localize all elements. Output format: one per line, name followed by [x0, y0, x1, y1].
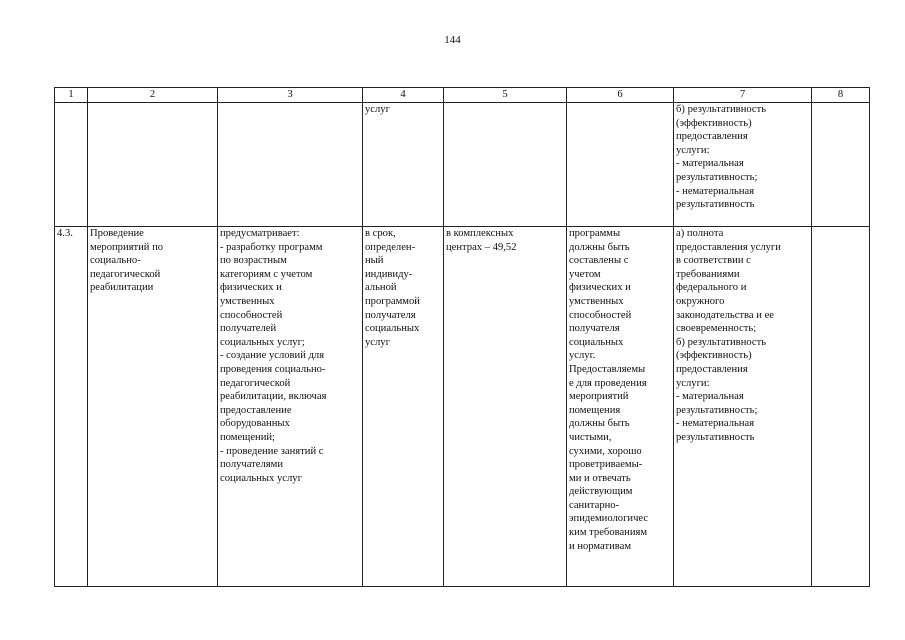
header-col-2: 2 [88, 88, 218, 103]
cell-quality-requirements: программы должны быть составлены с учетом физических и умственных способностей получателя социальных услуг. Предоставляемы е для проведения мероприятий помещения должны быть чистыми, сухими, хорошо проветриваемы- ми и отвечать действующим санитарно- эпидемиологичес ким требованиям и нормативам [567, 227, 674, 587]
header-col-7: 7 [674, 88, 812, 103]
services-table [54, 87, 870, 587]
cell-description: предусматривает: - разработку программ по возрастным категориям с учетом физических и умственных способностей получателей социальных услуг; - создание условий для проведения социально- педагогической реабилитации, включая предоставление оборудованных помещений; - проведение занятий с получателями социальных услуг [218, 227, 363, 587]
cell-evaluation-criteria: б) результативность (эффективность) предоставления услуги: - материальная результативность; - нематериальная результативность [674, 103, 812, 227]
cell-service-name [88, 103, 218, 227]
cell-notes [812, 103, 870, 227]
cell-term: в срок, определен- ный индивиду- альной программой получателя социальных услуг [363, 227, 444, 587]
cell-service-name: Проведение мероприятий по социально- педагогической реабилитации [88, 227, 218, 587]
cell-description [218, 103, 363, 227]
cell-quality-requirements [567, 103, 674, 227]
header-col-8: 8 [812, 88, 870, 103]
cell-term: услуг [363, 103, 444, 227]
cell-notes [812, 227, 870, 587]
header-col-4: 4 [363, 88, 444, 103]
cell-number: 4.3. [55, 227, 88, 587]
cell-evaluation-criteria: а) полнота предоставления услуги в соответствии с требованиями федерального и окружного законодательства и ее своевременность; б) результативность (эффективность) предоставления услуги: - материальная результативность; - нематериальная результативность [674, 227, 812, 587]
table-row [55, 103, 870, 227]
header-col-3: 3 [218, 88, 363, 103]
cell-tariff: в комплексных центрах – 49,52 [444, 227, 567, 587]
header-col-6: 6 [567, 88, 674, 103]
page-number: 144 [444, 34, 461, 46]
header-row [55, 88, 870, 103]
header-col-5: 5 [444, 88, 567, 103]
cell-number [55, 103, 88, 227]
cell-tariff [444, 103, 567, 227]
header-col-1: 1 [55, 88, 88, 103]
table-row [55, 227, 870, 587]
